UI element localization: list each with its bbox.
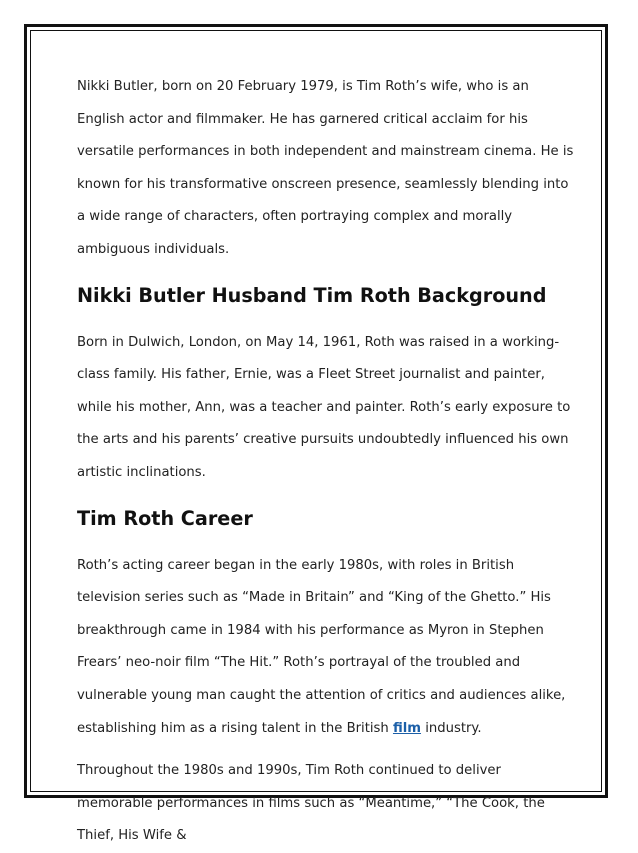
page-frame <box>24 24 608 844</box>
career-paragraph-2: Throughout the 1980s and 1990s, Tim Roth continued to deliver memorable performances in films such as “Meantime,” “The Cook, the Thief, His Wife & <box>77 763 545 844</box>
document-body <box>77 71 577 853</box>
film-link[interactable]: film <box>392 720 422 736</box>
heading-background: Nikki Butler Husband Tim Roth Background <box>77 283 547 307</box>
career-text-end: industry. <box>421 720 482 736</box>
intro-paragraph: Nikki Butler, born on 20 February 1979, is Tim Roth’s wife, who is an English actor and filmmaker. He has garnered critical acclaim for his versatile performances in both independent and mainstream cinema. He is known for his transformative onscreen presence, seamlessly blending into a wide range of characters, often portraying complex and morally ambiguous individuals. <box>77 79 574 257</box>
career-text: Roth’s acting career began in the early 1980s, with roles in British television series such as “Made in Britain” and “King of the Ghetto.” His breakthrough came in 1984 with his performance as Myron in Stephen Frears’ neo-noir film “The Hit.” Roth’s portrayal of the troubled and vulnerable young man caught the attention of critics and audiences alike, establishing him as a rising talent in the British <box>77 557 566 736</box>
heading-career: Tim Roth Career <box>77 506 253 530</box>
career-paragraph <box>77 550 577 746</box>
background-paragraph: Born in Dulwich, London, on May 14, 1961, Roth was raised in a working-class family. His father, Ernie, was a Fleet Street journalist and painter, while his mother, Ann, was a teacher and painter. Roth’s early exposure to the arts and his parents’ creative pursuits undoubtedly influenced his own artistic inclinations. <box>77 334 571 480</box>
